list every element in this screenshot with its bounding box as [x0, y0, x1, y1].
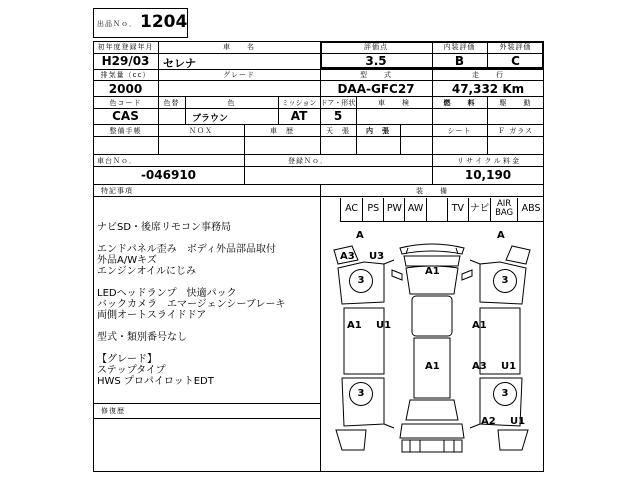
interior-grade-value: B: [454, 54, 465, 68]
wheel-front-left: 3: [349, 269, 373, 293]
note-line: [97, 277, 285, 288]
note-line: ステップタイプ: [97, 365, 166, 376]
displacement-value: 2000: [108, 82, 143, 96]
lot-label: 出品Ｎｏ．: [97, 20, 137, 28]
note-line: 【グレード】: [97, 354, 157, 365]
note-line: エンドパネル歪み ボディ外品部品取付: [97, 244, 276, 255]
note-line: LEDヘッドランプ 快適パック: [97, 288, 237, 299]
header-door-shape: ドア・形状: [320, 99, 356, 107]
note-line: [97, 233, 285, 244]
equipment-abs: ABS: [521, 203, 541, 214]
car-name-value: セレナ: [163, 57, 196, 70]
header-vehicle-history: 車 歴: [270, 127, 294, 135]
header-fuel: 燃 料: [443, 99, 476, 107]
damage-mark: A1: [347, 320, 362, 331]
lot-number: 1204: [140, 12, 188, 32]
header-seat: シート: [447, 127, 472, 135]
equipment-ac: AC: [341, 198, 363, 221]
header-interior-trim: 内 張: [366, 127, 390, 135]
header-recycle-fee: リ サ イ ク ル 料 金: [456, 157, 520, 165]
equipment-ps: PS: [363, 198, 384, 221]
header-nox: ＮＯＸ: [189, 127, 213, 135]
header-grade: グレード: [223, 71, 255, 79]
header-color-change: 色替: [163, 99, 180, 107]
equipment-airbag: AIR BAG: [491, 198, 518, 221]
first-registration-value: H29/03: [101, 54, 150, 68]
damage-mark: U1: [376, 320, 392, 331]
note-line: HWS プロパイロットEDT: [97, 376, 214, 387]
equipment-row: [340, 198, 544, 222]
damage-mark: A1: [425, 266, 440, 277]
wheel-front-right: 3: [493, 269, 517, 293]
note-line: 外品A/Wキズ: [97, 255, 157, 266]
header-drive: 駆 動: [499, 99, 532, 107]
notes-list: [97, 222, 285, 387]
wheel-rear-right: 3: [493, 382, 517, 406]
note-line: 型式・類別番号なし: [97, 332, 187, 343]
recycle-fee-value: 10,190: [464, 168, 512, 182]
header-chassis-number: 車台Ｎｏ．: [97, 157, 137, 165]
lot-box: [93, 8, 188, 38]
color-code-value: CAS: [112, 109, 139, 123]
header-inspection: 車 検: [378, 99, 410, 107]
note-line: [97, 321, 285, 332]
damage-mark: A1: [425, 361, 440, 372]
header-car-name: 車 名: [223, 43, 255, 51]
color-value: ブラウン: [191, 114, 228, 124]
mileage-value: 47,332 Km: [451, 82, 525, 96]
doors-value: 5: [333, 109, 343, 123]
exterior-grade-value: C: [511, 54, 520, 68]
header-repair-history: 修復歴: [101, 407, 125, 415]
note-line: バックカメラ エマージェンシーブレーキ: [97, 299, 286, 310]
note-line: ナビSD・後席リモコン事務局: [97, 222, 232, 233]
chassis-number-value: -046910: [140, 168, 197, 182]
header-first-registration: 初年度登録年月: [97, 43, 154, 51]
header-score: 評価点: [364, 43, 388, 51]
equipment-aw: AW: [405, 198, 426, 221]
header-special-notes: 特記事項: [101, 187, 133, 195]
header-headliner: 天 張: [326, 127, 350, 135]
note-line: [97, 343, 285, 354]
header-displacement: 排気量（cc）: [100, 71, 151, 79]
note-line: 両側オートスライドドア: [97, 310, 207, 321]
note-line: エンジンオイルにじみ: [97, 266, 196, 277]
equipment-tv: TV: [448, 198, 469, 221]
header-transmission: ミッション: [281, 99, 317, 107]
damage-mark: U1: [501, 361, 517, 372]
model-value: DAA-GFC27: [337, 82, 415, 96]
header-exterior-grade: 外装評価: [499, 43, 532, 51]
equipment-navi: ナビ: [469, 198, 491, 221]
damage-mark: U1: [510, 416, 526, 427]
header-color-code: 色コード: [109, 99, 142, 107]
header-equipment: 装 備: [416, 187, 448, 195]
damage-mark: U3: [369, 251, 385, 262]
header-interior-grade: 内装評価: [443, 43, 476, 51]
equipment-blank: [427, 198, 448, 221]
wheel-rear-left: 3: [349, 382, 373, 406]
equipment-pw: PW: [384, 198, 405, 221]
score-value: 3.5: [365, 54, 387, 68]
header-color: 色: [227, 99, 236, 107]
damage-mark: A: [356, 230, 364, 241]
vehicle-diagram: [322, 224, 542, 470]
transmission-value: AT: [290, 109, 308, 123]
header-mileage: 走 行: [472, 71, 504, 79]
damage-mark: A2: [481, 416, 496, 427]
damage-mark: A1: [472, 320, 487, 331]
header-front-glass: Ｆ ガラス: [497, 127, 533, 135]
damage-mark: A3: [472, 361, 487, 372]
damage-mark: A3: [340, 251, 355, 262]
damage-mark: A: [497, 230, 505, 241]
header-maintenance-record: 整備手帳: [109, 127, 142, 135]
header-model: 型 式: [360, 71, 392, 79]
header-registration-number: 登録Ｎｏ．: [288, 157, 328, 165]
